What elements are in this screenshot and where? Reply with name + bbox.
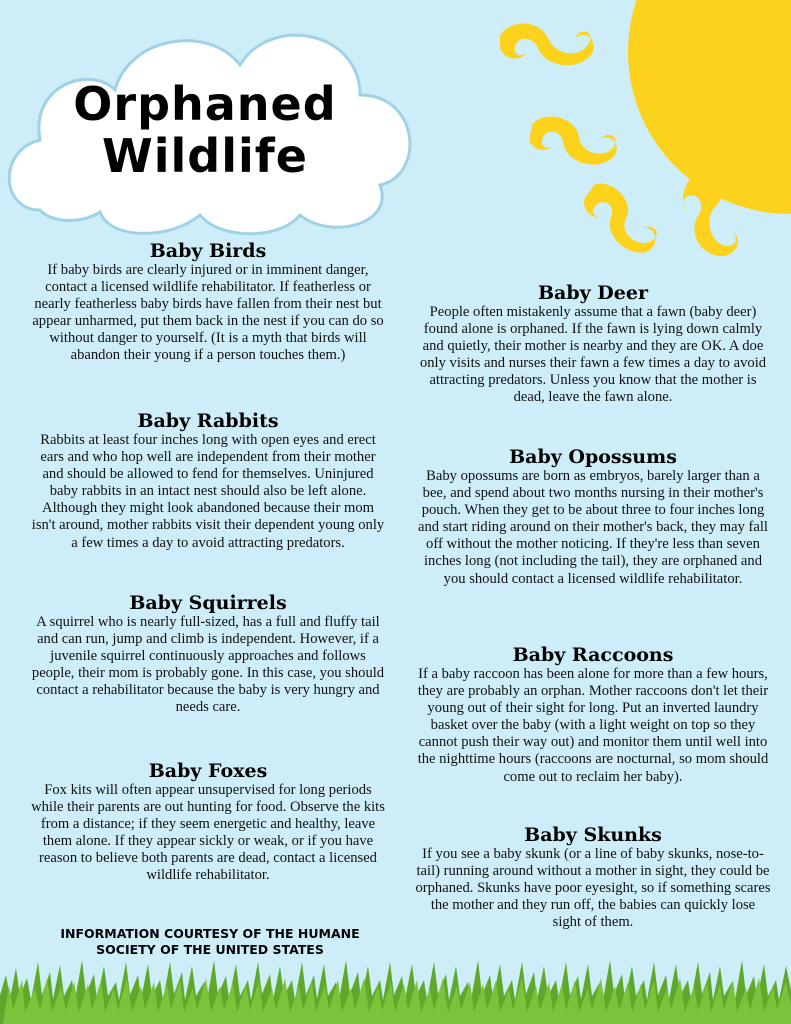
page-title [40, 78, 370, 182]
section-baby-skunks [415, 824, 771, 931]
section-body: Fox kits will often appear unsupervised for long periods while their parents are out hunting for food. Observe the kits from a distance; if they seem energetic and healthy, leave them alone. If they appear sickly or weak, or if you have reason to believe both parents are dead, contact a licensed wildlife rehabilitator. [31, 782, 385, 884]
credit-line-1: INFORMATION COURTESY OF THE HUMANE [60, 926, 360, 941]
section-heading: Baby Opossums [509, 446, 677, 468]
section-body: Rabbits at least four inches long with open eyes and erect ears and who hop well are independent from their mother and should be allowed to fend for themselves. Uninjured baby rabbits in an intact nest should also be left alone. Although they might look abandoned because their mom isn't around, mother rabbits visit their dependent young only a few times a day to avoid attracting predators. [31, 432, 385, 551]
sun-icon [500, 0, 791, 261]
credit-line-2: SOCIETY OF THE UNITED STATES [96, 942, 324, 957]
section-body: If a baby raccoon has been alone for more than a few hours, they are probably an orphan. Mother raccoons don't let their young out of their sight for long. Put an inverted laundry basket over the baby (with a light weight on top so they cannot push their way out) and monitor them until well into the nighttime hours (raccoons are nocturnal, so mom should come out to reclaim her baby). [417, 666, 769, 785]
title-line-2: Wildlife [102, 129, 308, 183]
section-baby-opossums [415, 446, 771, 588]
section-baby-foxes [30, 760, 386, 885]
section-heading: Baby Foxes [148, 760, 268, 782]
section-body: If you see a baby skunk (or a line of baby skunks, nose-to-tail) running around without a mother in sight, they could be orphaned. Skunks have poor eyesight, so if something scares the mother and they run off, the babies can quickly lose sight of them. [415, 846, 771, 931]
section-baby-squirrels [30, 592, 386, 717]
credit-note [30, 926, 390, 958]
section-heading: Baby Rabbits [137, 410, 279, 432]
section-baby-raccoons [415, 644, 771, 786]
section-heading: Baby Deer [538, 282, 648, 304]
section-body: A squirrel who is nearly full-sized, has a full and fluffy tail and can run, jump and climb is independent. However, if a juvenile squirrel continuously approaches and follows people, their mom is probably gone. In this case, you should contact a rehabilitator because the baby is very hungry and needs care. [31, 614, 385, 716]
section-heading: Baby Skunks [524, 824, 662, 846]
section-baby-rabbits [30, 410, 386, 552]
section-body: If baby birds are clearly injured or in imminent danger, contact a licensed wildlife rehabilitator. If featherless or nearly featherless baby birds have fallen from their nest but appear unharmed, put them back in the nest if you can do so without danger to yourself. (It is a myth that birds will abandon their young if a person touches them.) [32, 262, 384, 364]
section-heading: Baby Squirrels [129, 592, 287, 614]
section-body: Baby opossums are born as embryos, barely larger than a bee, and spend about two months nursing in their mother's pouch. When they get to be about three to four inches long and start riding around on their mother's back, they may fall off without the mother noticing. If they're less than seven inches long (not including the tail), they are orphaned and you should contact a licensed wildlife rehabilitator. [418, 468, 768, 587]
title-line-1: Orphaned [73, 77, 337, 131]
section-baby-birds [30, 240, 386, 365]
section-heading: Baby Raccoons [512, 644, 674, 666]
section-heading: Baby Birds [149, 240, 267, 262]
section-body: People often mistakenly assume that a fawn (baby deer) found alone is orphaned. If the fawn is lying down calmly and quietly, their mother is nearby and they are OK. A doe only visits and nurses their fawn a few times a day to avoid attracting predators. Unless you know that the mother is dead, leave the fawn alone. [419, 304, 767, 406]
section-baby-deer [415, 282, 771, 407]
grass-icon [0, 960, 791, 1024]
